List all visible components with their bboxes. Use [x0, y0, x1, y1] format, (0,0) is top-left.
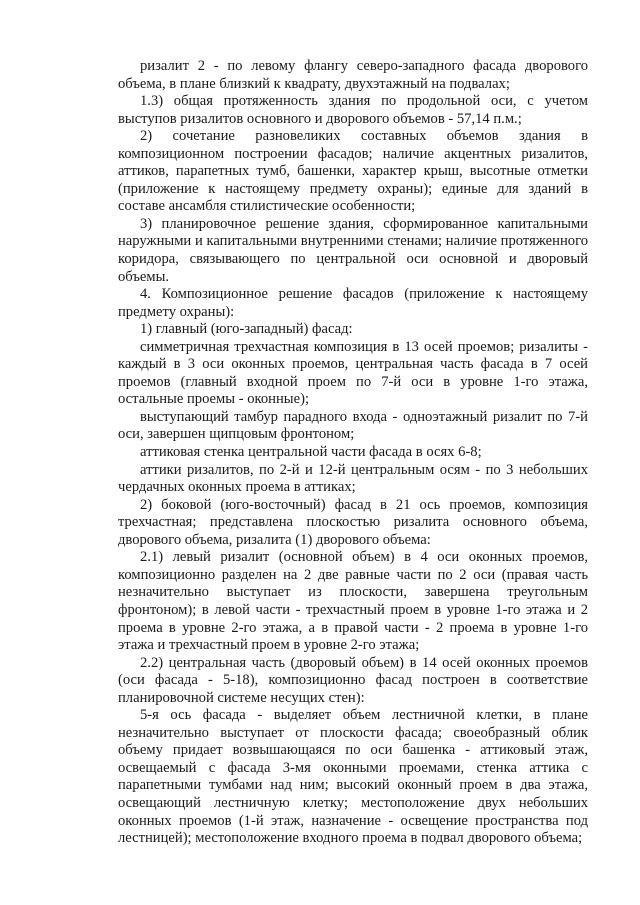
- paragraph-rizalit-2: ризалит 2 - по левому флангу северо-западного фасада дворового объема, в плане близкий к квадрату, двухэтажный на подвалах;: [118, 58, 588, 92]
- paragraph-1-3: 1.3) общая протяженность здания по продольной оси, с учетом выступов ризалитов основного и дворового объемов - 57,14 п.м.;: [118, 93, 588, 127]
- paragraph-2: 2) сочетание разновеликих составных объемов здания в композиционном построении фасадов; наличие акцентных ризалитов, аттиков, парапетных тумб, башенки, характер крыш, высотные отметки (приложение к настоящему предмету охраны); единые для зданий в составе ансамбля стилистические особенности;: [118, 128, 588, 215]
- paragraph-5th-axis: 5-я ось фасада - выделяет объем лестничной клетки, в плане незначительно выступает от плоскости фасада; своеобразный облик объему придает возвышающаяся по оси башенка - аттиковый этаж, освещаемый с фасада 3-мя оконными проемами, стенка аттика с парапетными тумбами над ним; высокий оконный проем в два этажа, освещающий лестничную клетку; местоположение двух небольших оконных проемов (1-й этаж, назначение - освещение пространства под лестницей); местоположение входного проема в подвал дворового объема;: [118, 707, 588, 847]
- paragraph-4: 4. Композиционное решение фасадов (приложение к настоящему предмету охраны):: [118, 286, 588, 320]
- paragraph-2-1: 2.1) левый ризалит (основной объем) в 4 оси оконных проемов, композиционно разделен на 2 две равные части по 2 оси (правая часть незначительно выступает из плоскости, завершена треугольным фронтоном); в левой части - трехчастный проем в уровне 1-го этажа и 2 проема в уровне 2-го этажа, а в правой части - 2 проема в уровне 1-го этажа и трехчастный проем в уровне 2-го этажа;: [118, 549, 588, 654]
- paragraph-attic-wall: аттиковая стенка центральной части фасада в осях 6-8;: [140, 444, 482, 461]
- paragraph-2-2: 2.2) центральная часть (дворовый объем) в 14 осей оконных проемов (оси фасада - 5-18), композиционно фасад построен в соответствие планировочной системе несущих стен):: [118, 654, 588, 706]
- paragraph-entrance-tambour: выступающий тамбур парадного входа - одноэтажный ризалит по 7-й оси, завершен щипцовым фронтоном;: [118, 408, 588, 443]
- paragraph-3: 3) планировочное решение здания, сформированное капитальными наружными и капитальными внутренними стенами; наличие протяженного коридора, связывающего по центральной оси основной и дворовый объемы.: [118, 215, 588, 285]
- paragraph-rizalit-attics: аттики ризалитов, по 2-й и 12-й центральным осям - по 3 небольших чердачных оконных проема в аттиках;: [118, 461, 588, 496]
- paragraph-side-facade: 2) боковой (юго-восточный) фасад в 21 ось проемов, композиция трехчастная; представлена плоскостью ризалита основного объема, дворового объема, ризалита (1) дворового объема:: [118, 496, 588, 548]
- paragraph-main-facade: 1) главный (юго-западный) фасад:: [140, 321, 353, 338]
- paragraph-symmetric-composition: симметричная трехчастная композиция в 13 осей проемов; ризалиты - каждый в 3 оси оконных проемов, центральная часть фасада в 7 осей проемов (главный входной проем по 7-й оси в уровне 1-го этажа, остальные проемы - оконные);: [118, 338, 588, 408]
